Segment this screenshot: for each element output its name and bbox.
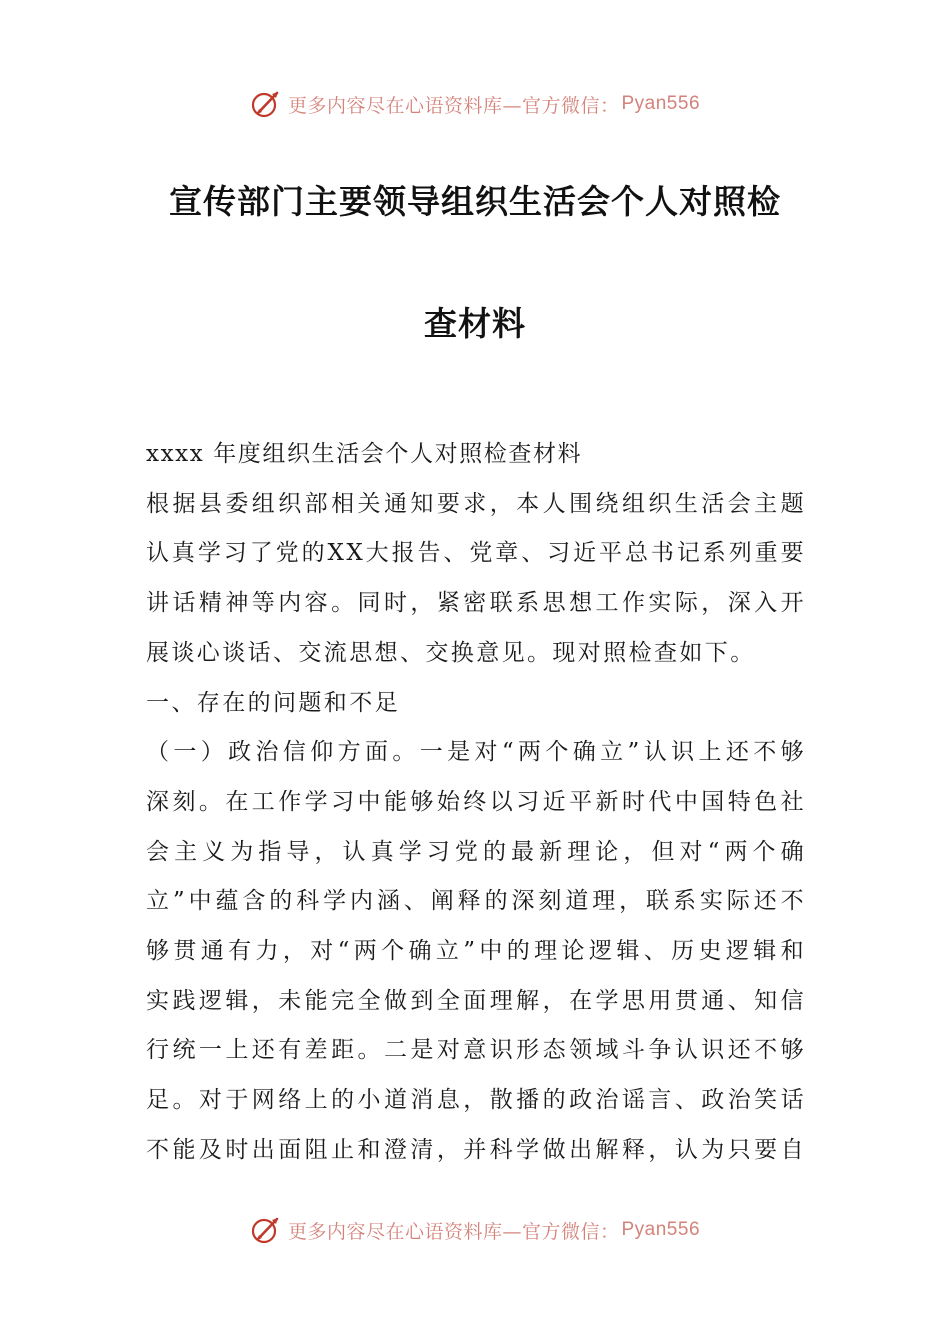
body-line: 深刻。在工作学习中能够始终以习近平新时代中国特色社 xyxy=(146,788,806,815)
subtitle-line: xxxx 年度组织生活会个人对照检查材料 xyxy=(146,441,583,467)
body-line: （一）政治信仰方面。一是对“两个确立”认识上还不够 xyxy=(146,739,806,766)
watermark-wechat-id: Pyan556 xyxy=(621,93,701,114)
document-body xyxy=(146,430,806,1176)
body-line: 立”中蕴含的科学内涵、阐释的深刻道理，联系实际还不 xyxy=(146,888,806,915)
body-line: 根据县委组织部相关通知要求，本人围绕组织生活会主题 xyxy=(146,490,806,517)
watermark-wechat-id: Pyan556 xyxy=(621,1219,701,1240)
document-title-line-2: 查材料 xyxy=(424,304,526,343)
pen-in-circle-icon xyxy=(250,88,282,120)
header-watermark xyxy=(0,84,950,124)
body-line: 讲话精神等内容。同时，紧密联系思想工作实际，深入开 xyxy=(146,590,806,617)
body-line: 认真学习了党的XX大报告、党章、习近平总书记系列重要 xyxy=(146,540,806,567)
document-title-line-1: 宣传部门主要领导组织生活会个人对照检 xyxy=(169,182,781,221)
body-line: 展谈心谈话、交流思想、交换意见。现对照检查如下。 xyxy=(146,639,756,666)
body-line: 不能及时出面阻止和澄清，并科学做出解释，认为只要自 xyxy=(146,1136,806,1163)
pen-in-circle-icon xyxy=(250,1214,282,1246)
section-heading: 一、存在的问题和不足 xyxy=(146,689,400,716)
body-line: 足。对于网络上的小道消息，散播的政治谣言、政治笑话 xyxy=(146,1087,806,1114)
body-line: 实践逻辑，未能完全做到全面理解，在学思用贯通、知信 xyxy=(146,987,806,1014)
body-line: 行统一上还有差距。二是对意识形态领域斗争认识还不够 xyxy=(146,1037,806,1064)
body-line: 会主义为指导，认真学习党的最新理论，但对“两个确 xyxy=(146,838,806,865)
watermark-text: 更多内容尽在心语资料库—官方微信： xyxy=(287,1220,620,1243)
footer-watermark xyxy=(0,1210,950,1250)
watermark-text: 更多内容尽在心语资料库—官方微信： xyxy=(287,94,620,117)
body-line: 够贯通有力，对“两个确立”中的理论逻辑、历史逻辑和 xyxy=(146,938,806,965)
